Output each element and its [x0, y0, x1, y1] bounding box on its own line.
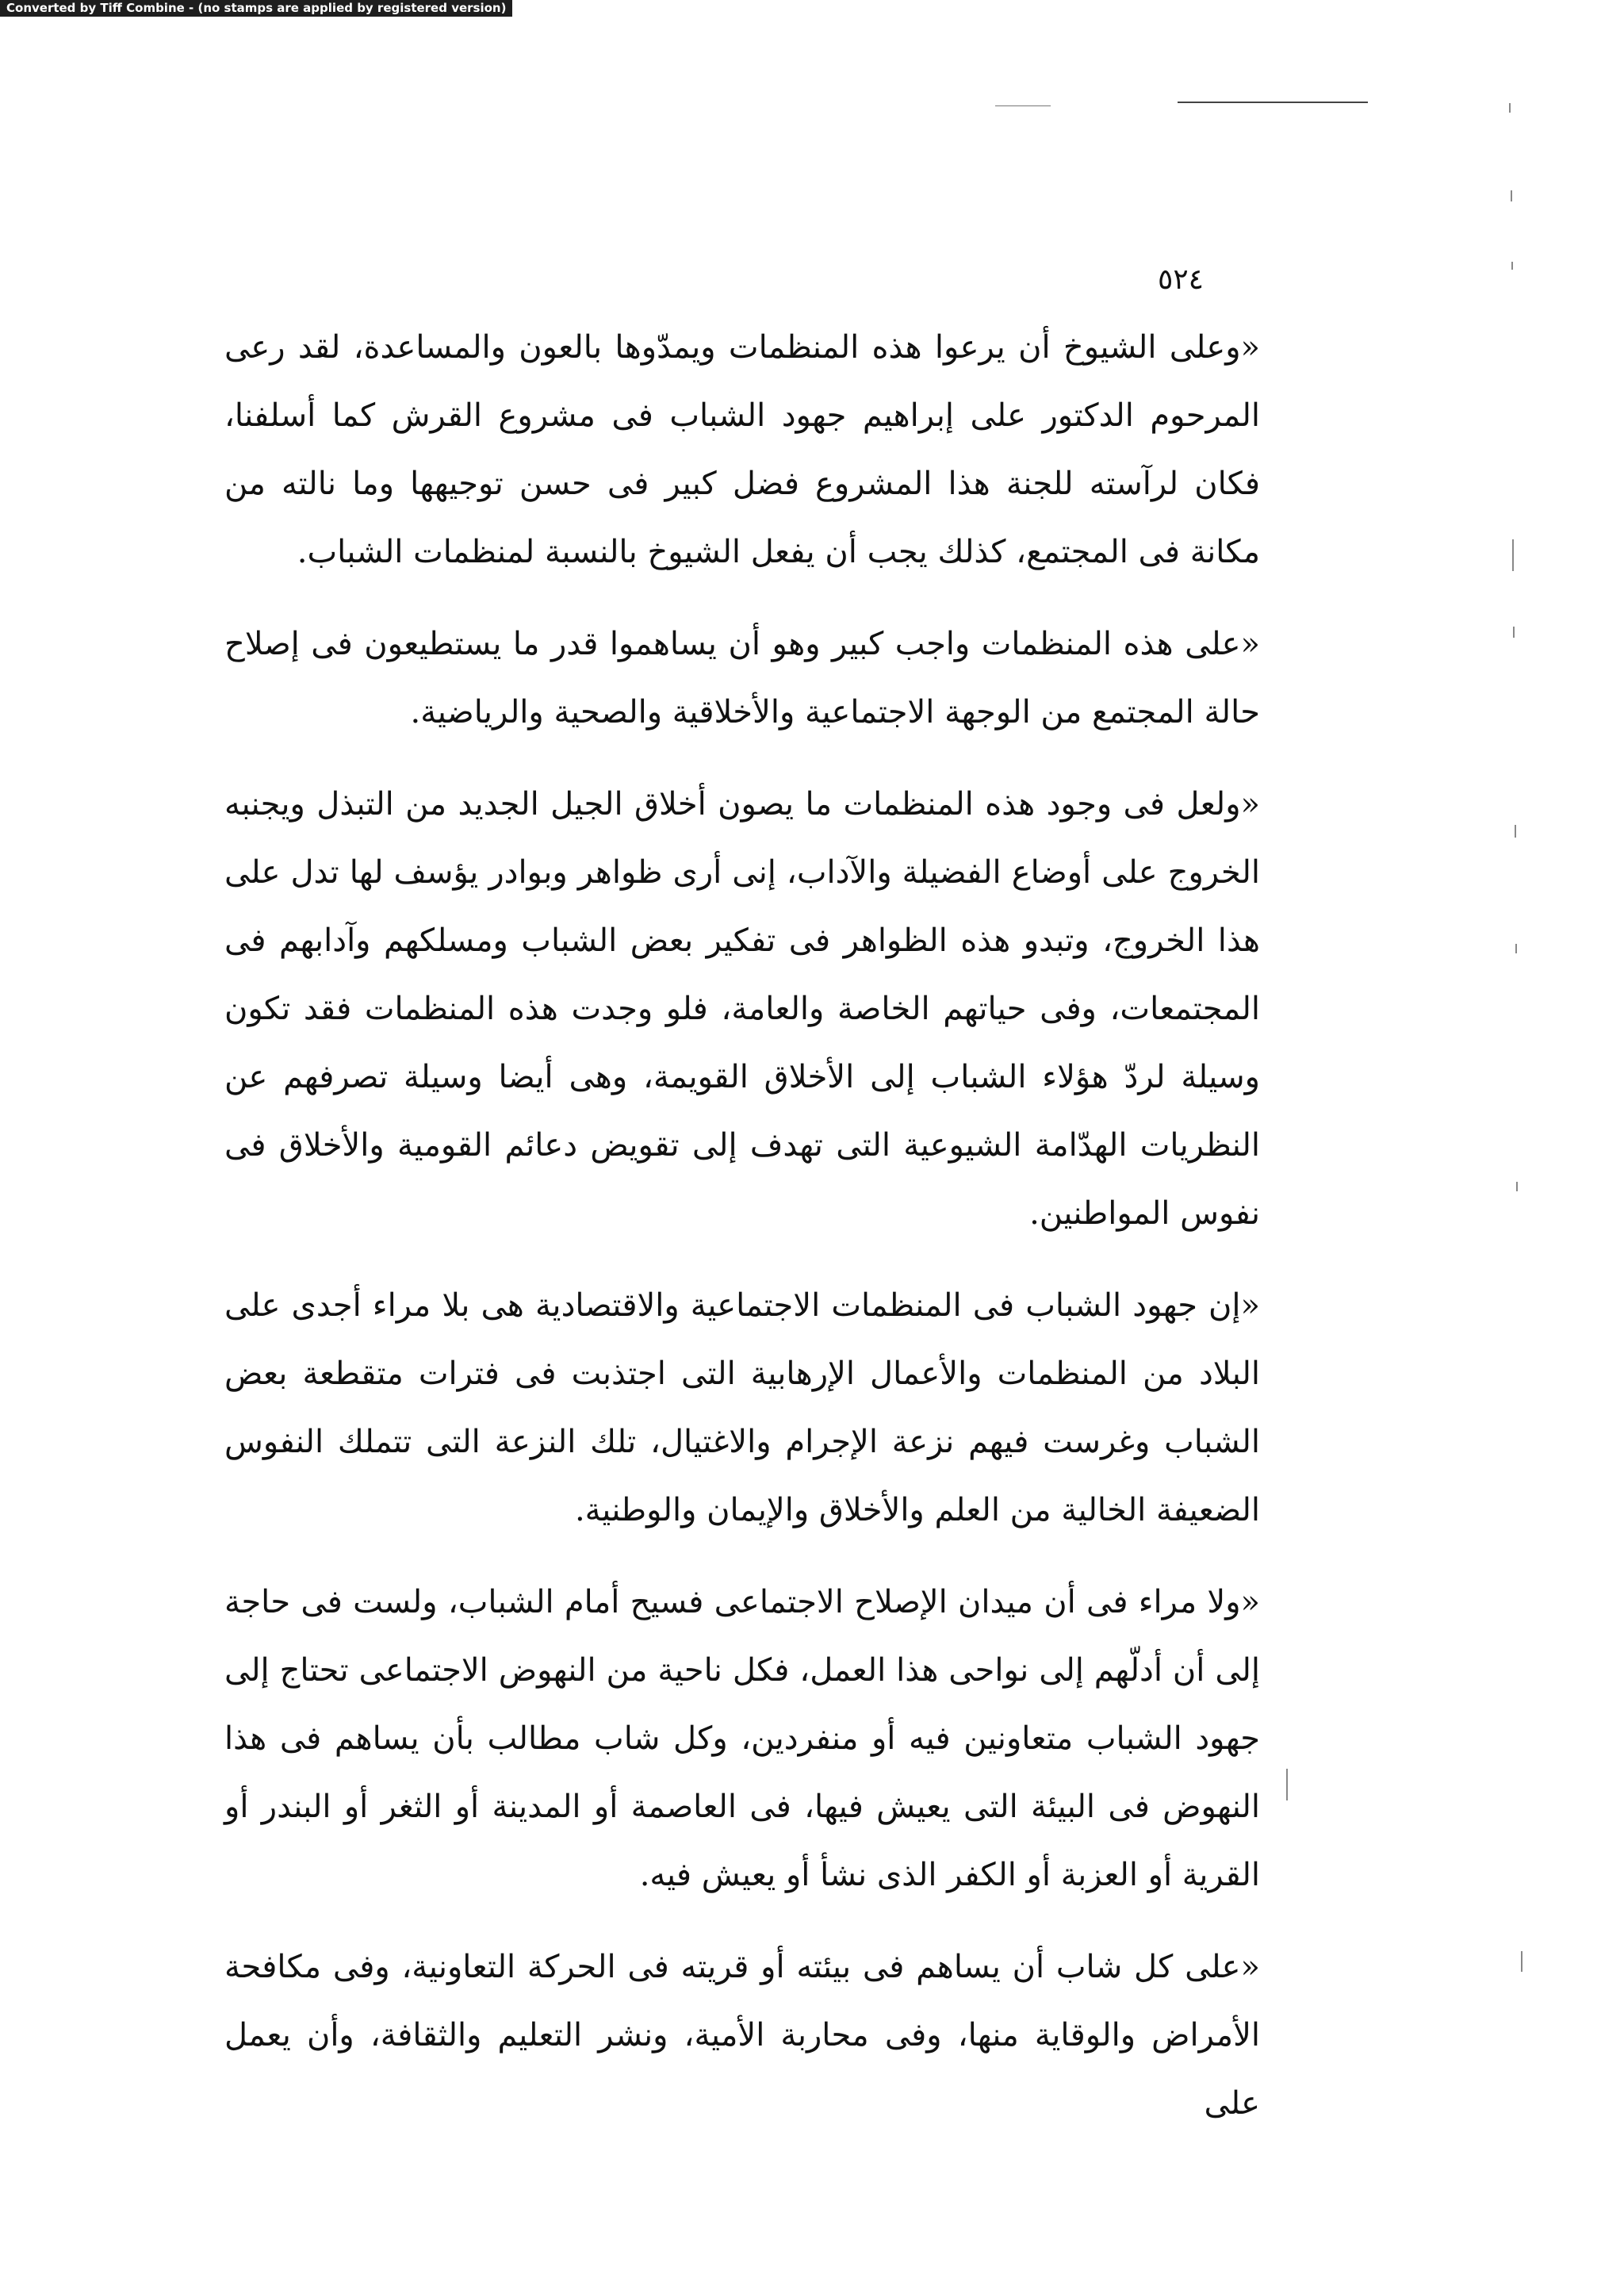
scan-speck — [1515, 825, 1516, 838]
scan-speck — [1515, 944, 1517, 953]
header-rule — [1178, 102, 1368, 103]
paragraph: «ولعل فى وجود هذه المنظمات ما يصون أخلاق الجيل الجديد من التبذل ويجنبه الخروج على أوضاع الفضيلة والآداب، إنى أرى ظواهر وبوادر يؤسف لها تدل على هذا الخروج، وتبدو هذه الظواهر فى تفكير بعض الشباب ومسلكهم وآدابهم فى المجتمعات، وفى حياتهم الخاصة والعامة، فلو وجدت هذه المنظمات فقد تكون وسيلة لردّ هؤلاء الشباب إلى الأخلاق القويمة، وهى أيضا وسيلة تصرفهم عن النظريات الهدّامة الشيوعية التى تهدف إلى تقويض دعائم القومية والأخلاق فى نفوس المواطنين. — [224, 786, 1260, 1232]
paragraph: «ولا مراء فى أن ميدان الإصلاح الاجتماعى فسيح أمام الشباب، ولست فى حاجة إلى أن أدلّهم إلى نواحى هذا العمل، فكل ناحية من النهوض الاجتماعى تحتاج إلى جهود الشباب متعاونين فيه أو منفردين، وكل شاب مطالب بأن يساهم فى هذا النهوض فى البيئة التى يعيش فيها، فى العاصمة أو المدينة أو الثغر أو البندر أو القرية أو العزبة أو الكفر الذى نشأ أو يعيش فيه. — [224, 1584, 1260, 1893]
scan-speck — [1521, 1951, 1522, 1972]
scan-speck — [1512, 539, 1514, 571]
scan-speck — [1509, 103, 1511, 113]
page-number: ٥٢٤ — [1158, 263, 1205, 296]
converter-banner: Converted by Tiff Combine - (no stamps are applied by registered version) — [0, 0, 512, 17]
paragraph: «وعلى الشيوخ أن يرعوا هذه المنظمات ويمدّوها بالعون والمساعدة، لقد رعى المرحوم الدكتور على إبراهيم جهود الشباب فى مشروع القرش كما أسلفنا، فكان لرآسته للجنة هذا المشروع فضل كبير فى حسن توجيهها وما نالته من مكانة فى المجتمع، كذلك يجب أن يفعل الشيوخ بالنسبة لمنظمات الشباب. — [224, 329, 1260, 570]
paragraph: «على كل شاب أن يساهم فى بيئته أو قريته فى الحركة التعاونية، وفى مكافحة الأمراض والوقاية منها، وفى محاربة الأمية، ونشر التعليم والثقافة، وأن يعمل على — [224, 1949, 1261, 2122]
scan-speck — [1511, 190, 1512, 201]
paragraph: «إن جهود الشباب فى المنظمات الاجتماعية والاقتصادية هى بلا مراء أجدى على البلاد من المنظمات والأعمال الإرهابية التى اجتذبت فى فترات متقطعة بعض الشباب وغرست فيهم نزعة الإجرام والاغتيال، تلك النزعة التى تتملك النفوس الضعيفة الخالية من العلم والأخلاق والإيمان والوطنية. — [224, 1287, 1260, 1528]
scan-speck — [1513, 627, 1515, 638]
body-text — [224, 313, 1260, 2161]
paragraph: «على هذه المنظمات واجب كبير وهو أن يساهموا قدر ما يستطيعون فى إصلاح حالة المجتمع من الوجهة الاجتماعية والأخلاقية والصحية والرياضية. — [224, 626, 1260, 730]
scan-speck — [1511, 262, 1513, 270]
header-rule-short — [995, 105, 1051, 106]
scan-speck — [1516, 1182, 1518, 1191]
scan-speck — [1286, 1769, 1288, 1800]
